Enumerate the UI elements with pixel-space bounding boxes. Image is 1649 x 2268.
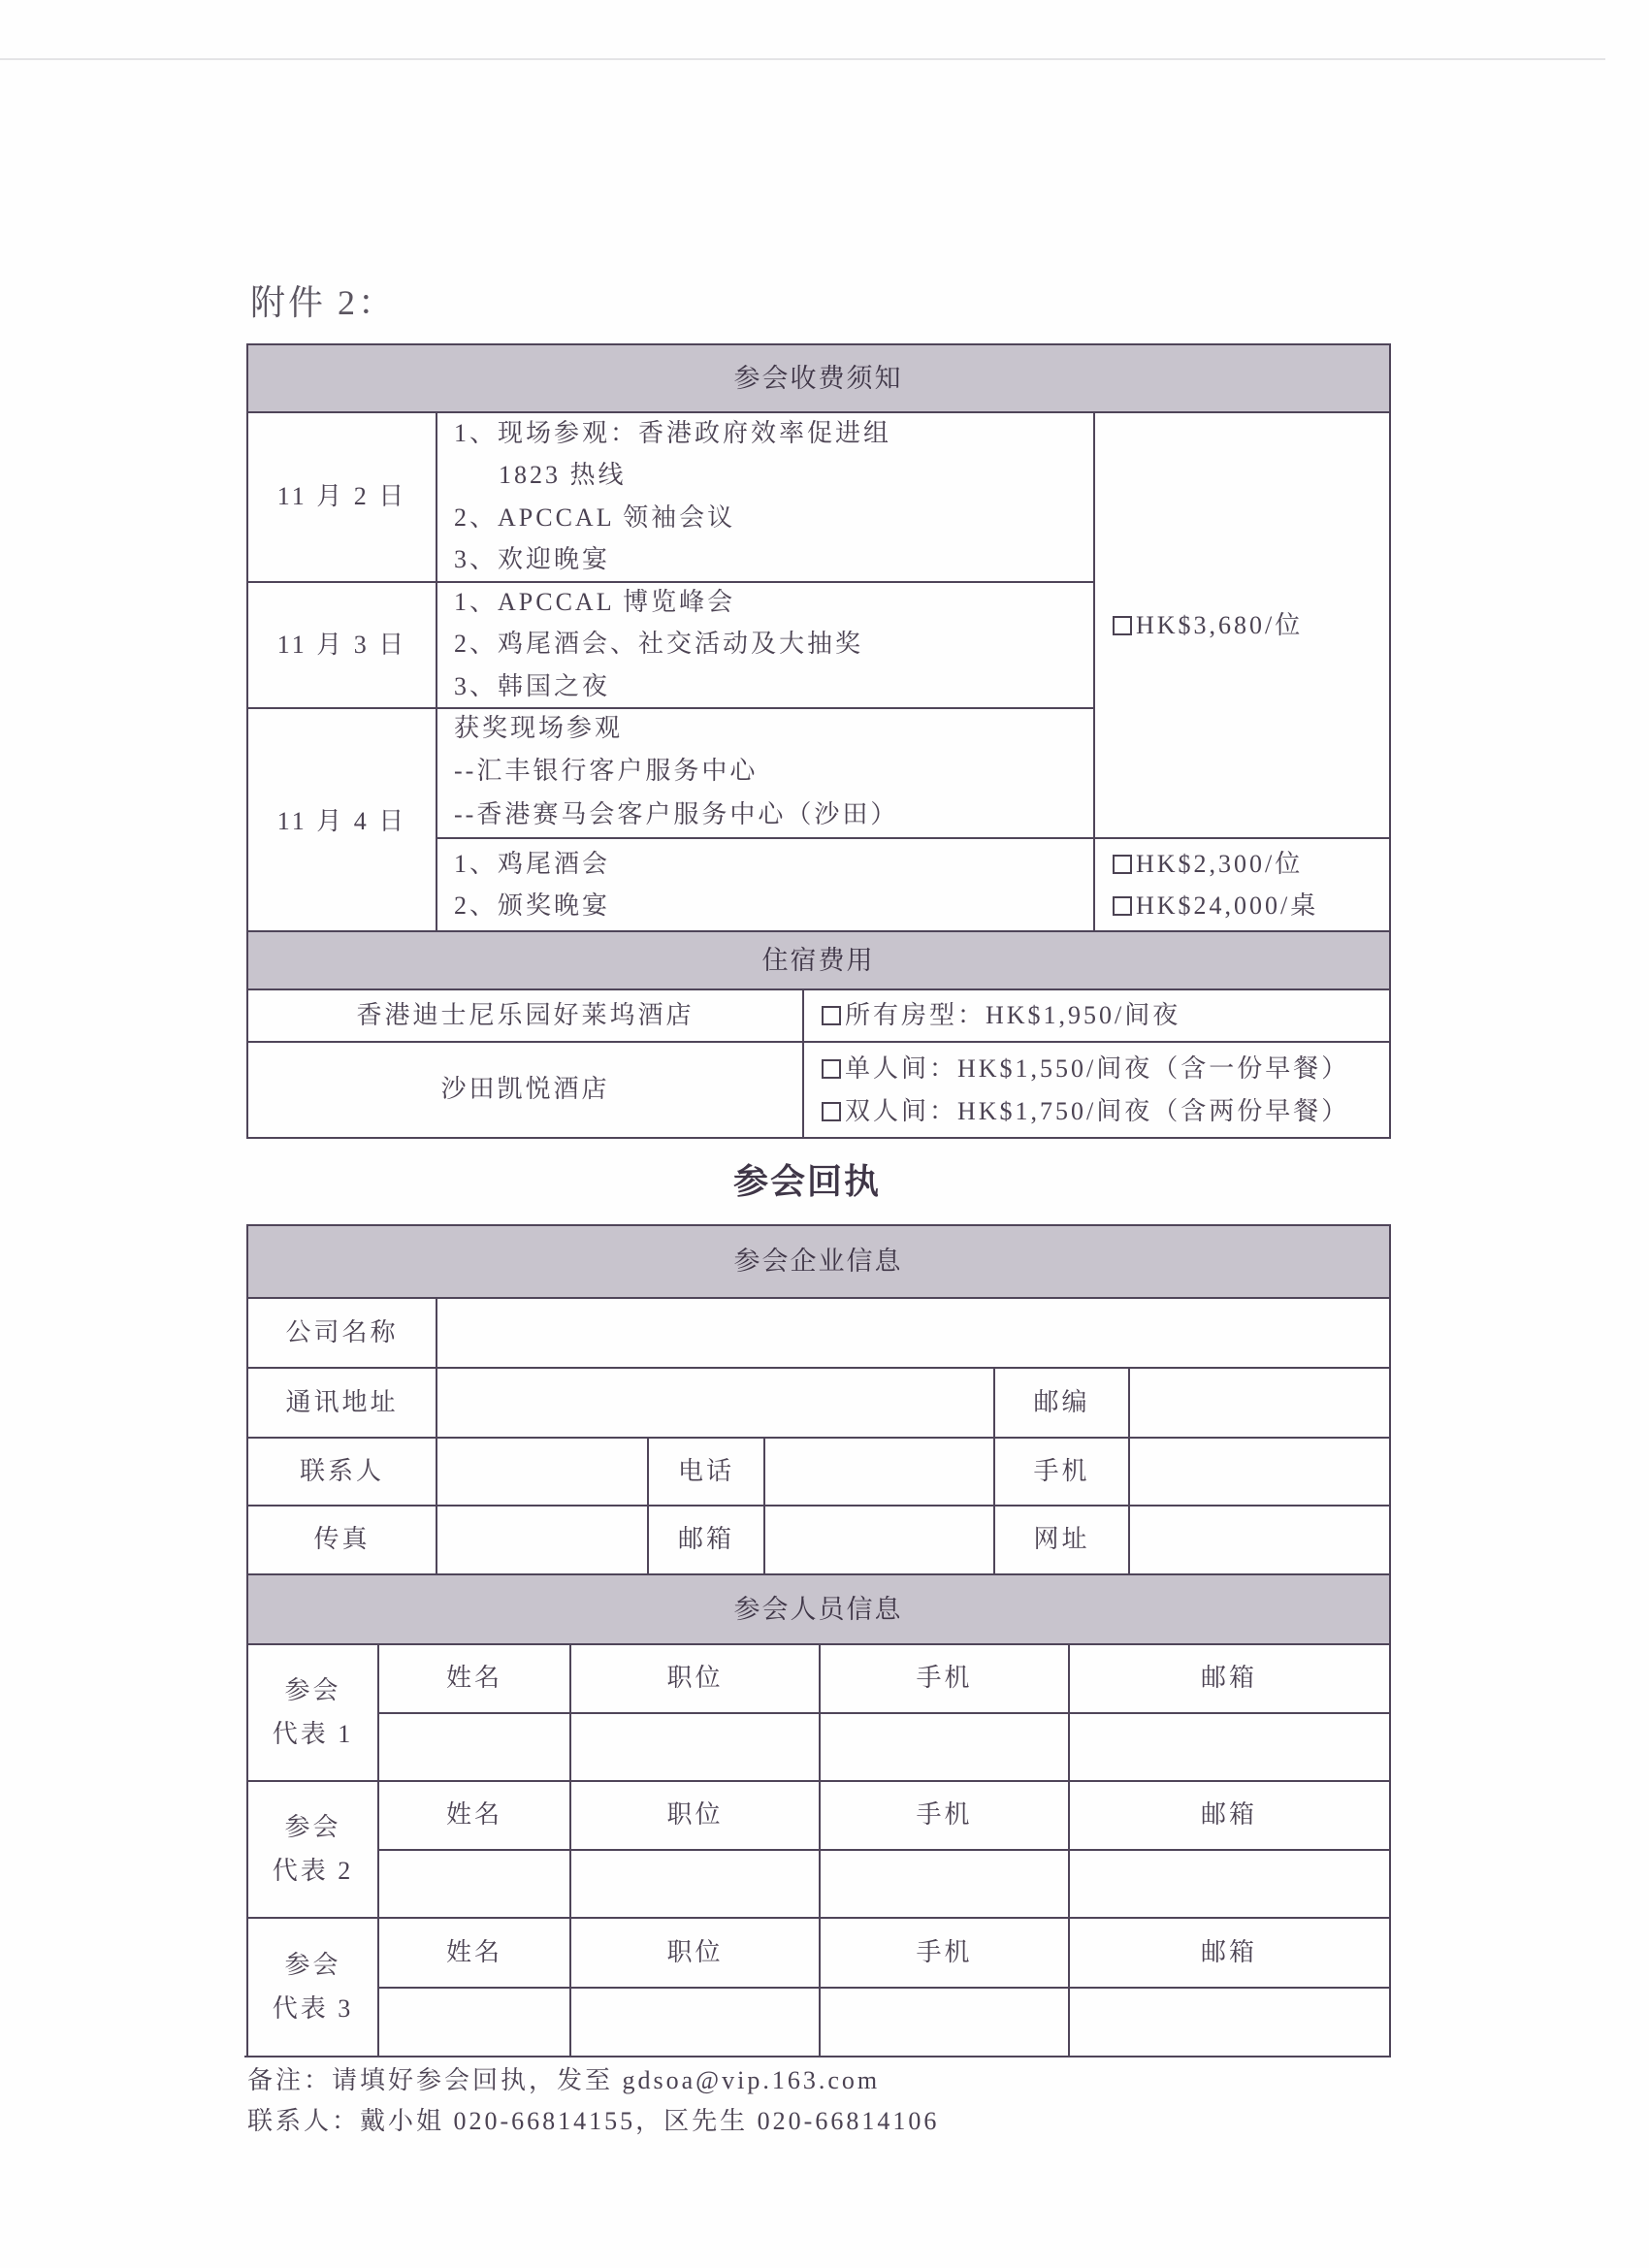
col-mobile: 手机 [916,1800,973,1829]
hotel-option-text: 双人间：HK$1,750/间夜（含两份早餐） [845,1097,1350,1125]
hotel-option [822,1053,1349,1085]
col-position: 职位 [666,1664,724,1692]
table-border [244,2056,1391,2057]
table-border [246,1505,1391,1507]
hotel-option [822,999,1180,1032]
col-position: 职位 [666,1938,724,1966]
day3-evening-item: 2、颁奖晚宴 [454,891,611,920]
table-border [1068,1643,1070,2057]
checkbox-icon [822,1102,841,1121]
contacts-note: 联系人：戴小姐 020-66814155，区先生 020-66814106 [247,2107,940,2135]
day1-item: 3、欢迎晚宴 [454,545,611,573]
col-name: 姓名 [445,1800,502,1829]
day2-item: 3、韩国之夜 [454,672,611,700]
table-border [378,1849,1391,1851]
table-border [246,930,1391,932]
label-email: 邮箱 [677,1525,734,1553]
col-email: 邮箱 [1200,1800,1257,1829]
day1-item: 2、APCCAL 领袖会议 [454,503,736,532]
table-border [436,837,1391,839]
col-email: 邮箱 [1200,1938,1257,1966]
table-border [246,343,1391,345]
table-border [1389,1224,1391,2057]
remark-note: 备注：请填好参会回执，发至 gdsoa@vip.163.com [247,2066,881,2094]
receipt-title: 参会回执 [732,1162,881,1201]
price-package-text: HK$3,680/位 [1136,611,1304,639]
table-border [378,1712,1391,1714]
label-fax: 传真 [313,1525,371,1553]
attendee-header: 参会人员信息 [733,1595,903,1624]
price-evening-person [1113,848,1303,881]
hotel-name: 沙田凯悦酒店 [440,1075,610,1103]
day2-item: 2、鸡尾酒会、社交活动及大抽奖 [454,630,864,658]
hotel-name: 香港迪士尼乐园好莱坞酒店 [356,1001,695,1029]
attachment-label: 附件 2： [250,283,397,322]
table-border [246,1573,1391,1575]
rep-label-line2: 代表 1 [272,1720,354,1748]
price-evening-table [1113,890,1318,923]
label-postcode: 邮编 [1033,1388,1090,1416]
day3-visit-item: 获奖现场参观 [454,714,624,742]
price-evening-person-text: HK$2,300/位 [1136,850,1304,878]
label-company-name: 公司名称 [285,1318,399,1346]
rep-label-line1: 参会 [284,1813,341,1841]
col-mobile: 手机 [916,1938,973,1966]
hotel-option-text: 所有房型：HK$1,950/间夜 [845,1001,1181,1029]
price-package [1113,609,1303,642]
lodging-header: 住宿费用 [761,946,875,975]
table-border [1389,343,1391,1139]
hotel-option [822,1095,1349,1128]
scan-edge-line [0,58,1605,60]
checkbox-icon [1113,855,1132,874]
table-border [246,581,1095,583]
label-phone: 电话 [677,1457,734,1485]
day3-visit-item: --香港赛马会客户服务中心（沙田） [454,800,899,828]
date-day1: 11 月 2 日 [276,482,407,510]
table-border [246,411,1391,413]
checkbox-icon [1113,616,1132,635]
table-border [246,1297,1391,1299]
col-position: 职位 [666,1800,724,1829]
col-name: 姓名 [445,1664,502,1692]
table-border [819,1643,821,2057]
table-border [246,1137,1391,1139]
label-contact: 联系人 [299,1457,384,1485]
day3-evening-item: 1、鸡尾酒会 [454,850,611,878]
col-mobile: 手机 [916,1664,973,1692]
label-mobile: 手机 [1033,1457,1090,1485]
label-address: 通讯地址 [285,1388,399,1416]
table-border [246,707,1095,709]
table-border [246,988,1391,990]
company-header: 参会企业信息 [733,1247,903,1276]
table-border [246,1437,1391,1439]
table-border [246,1224,1391,1226]
day1-item: 1823 热线 [499,461,627,489]
date-day2: 11 月 3 日 [276,631,407,659]
col-name: 姓名 [445,1938,502,1966]
table-border [246,1367,1391,1369]
day3-visit-item: --汇丰银行客户服务中心 [454,757,759,785]
rep-label-line1: 参会 [284,1676,341,1704]
rep-label-line2: 代表 2 [272,1857,354,1885]
rep-label-line2: 代表 3 [272,1994,354,2023]
table-border [378,1987,1391,1989]
date-day3: 11 月 4 日 [276,807,407,835]
checkbox-icon [822,1006,841,1025]
label-website: 网址 [1033,1525,1090,1553]
table-border [1093,411,1095,932]
table-border [246,1041,1391,1043]
table-border [569,1643,571,2057]
price-evening-table-text: HK$24,000/桌 [1136,891,1319,920]
checkbox-icon [822,1059,841,1079]
day2-item: 1、APCCAL 博览峰会 [454,588,736,616]
col-email: 邮箱 [1200,1664,1257,1692]
fees-header: 参会收费须知 [733,364,903,393]
checkbox-icon [1113,896,1132,916]
hotel-option-text: 单人间：HK$1,550/间夜（含一份早餐） [845,1054,1350,1083]
rep-label-line1: 参会 [284,1951,341,1979]
day1-item: 1、现场参观：香港政府效率促进组 [454,419,892,447]
